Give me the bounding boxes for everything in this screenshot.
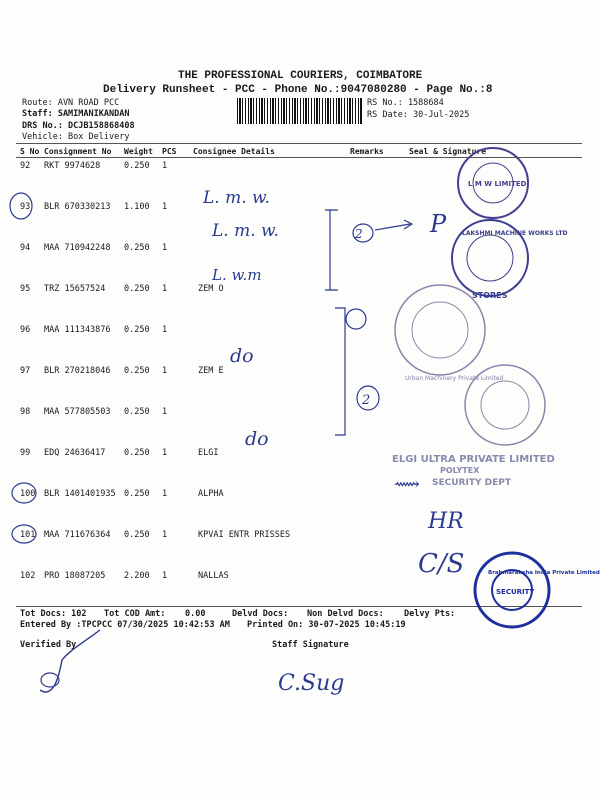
delivery-points: Delvy Pts:: [404, 609, 456, 619]
company-title: THE PROFESSIONAL COURIERS, COIMBATORE: [178, 70, 423, 82]
row-pcs: 1: [162, 407, 168, 417]
rs-number: RS No.: 1588684: [367, 98, 444, 108]
row-consignee: KPVAI ENTR PRISSES: [198, 530, 291, 540]
stamp-lmw-text: L M W LIMITED: [468, 180, 527, 188]
handwritten-text: [202, 188, 464, 696]
col-remarks: Remarks: [350, 147, 384, 156]
hw-lmw-1: L. m. w.: [203, 188, 270, 208]
hw-staff-signature: C.Sug: [278, 671, 345, 696]
total-docs: Tot Docs: 102: [20, 609, 87, 619]
row-consignment: BLR 670330213: [44, 202, 111, 212]
row-pcs: 1: [162, 243, 168, 253]
row-weight: 0.250: [124, 161, 150, 171]
stamp-urban-text: Urban Machinery Private Limited: [405, 375, 504, 382]
row-consignment: MAA 577805503: [44, 407, 111, 417]
row-weight: 2.200: [124, 571, 150, 581]
row-sno: 101: [20, 530, 36, 540]
printed-on: Printed On: 30-07-2025 10:45:19: [247, 620, 406, 630]
arrow-mark: [375, 220, 412, 230]
bracket-mark-2: [335, 308, 345, 435]
row-pcs: 1: [162, 366, 168, 376]
handwriting: [10, 193, 412, 543]
row-consignment: BLR 1401401935: [44, 489, 116, 499]
row-sno: 97: [20, 366, 31, 376]
row-consignment: PRO 18087205: [44, 571, 106, 581]
hw-lmw-3: L. w.m: [212, 266, 262, 284]
row-consignee: ALPHA: [198, 489, 224, 499]
row-sno: 94: [20, 243, 31, 253]
verified-by-label: Verified By: [20, 640, 77, 650]
verified-signature: [40, 630, 100, 692]
row-consignment: MAA 711676364: [44, 530, 111, 540]
vehicle-label: Vehicle: Box Delivery: [22, 132, 130, 142]
staff-signature-label: Staff Signature: [272, 640, 349, 650]
row-consignee: NALLAS: [198, 571, 229, 581]
row-weight: 1.100: [124, 202, 150, 212]
stamp-brahmaraksha-text: Brahmaraksha India Private Limited: [488, 570, 600, 576]
col-pcs: PCS: [162, 147, 177, 156]
row-sno: 96: [20, 325, 31, 335]
circle-mark-101: [12, 525, 36, 543]
stamp-elgi-line2: POLYTEX: [440, 466, 480, 475]
row-weight: 0.250: [124, 448, 150, 458]
row-weight: 0.250: [124, 489, 150, 499]
col-weight: Weight: [124, 147, 153, 156]
row-weight: 0.250: [124, 530, 150, 540]
row-weight: 0.250: [124, 366, 150, 376]
row-consignment: RKT 9974628: [44, 161, 101, 171]
row-weight: 0.250: [124, 284, 150, 294]
hw-hr: HR: [428, 509, 464, 534]
row-sno: 100: [20, 489, 36, 499]
row-weight: 0.250: [124, 407, 150, 417]
hw-signature-mark: ⟿: [394, 474, 420, 495]
hw-p: P: [430, 210, 447, 238]
row-weight: 0.250: [124, 325, 150, 335]
hw-mark-2: 2: [355, 227, 363, 241]
row-sno: 98: [20, 407, 31, 417]
total-cod-value: 0.00: [185, 609, 206, 619]
entered-by: Entered By :TPCPCC 07/30/2025 10:42:53 AM: [20, 620, 230, 630]
hw-cs: C/S: [418, 549, 465, 579]
stamp-inner-ring: [412, 302, 468, 358]
total-cod-label: Tot COD Amt:: [104, 609, 166, 619]
row-pcs: 1: [162, 448, 168, 458]
stamp-lakshmi-text: LAKSHMI MACHINE WORKS LTD: [462, 230, 568, 237]
row-weight: 0.250: [124, 243, 150, 253]
non-delivered-docs: Non Delvd Docs:: [307, 609, 384, 619]
route-label: Route: AVN ROAD PCC: [22, 98, 120, 108]
row-pcs: 1: [162, 325, 168, 335]
drs-number: DRS No.: DCJB158868408: [22, 121, 135, 131]
col-consignee: Consignee Details: [193, 147, 275, 156]
stamp-elgi-line3: SECURITY DEPT: [432, 478, 511, 488]
runsheet-subtitle: Delivery Runsheet - PCC - Phone No.:9047080280 - Page No.:8: [103, 84, 493, 96]
rs-date: RS Date: 30-Jul-2025: [367, 110, 470, 120]
row-pcs: 1: [162, 202, 168, 212]
delivered-docs: Delvd Docs:: [232, 609, 289, 619]
staff-label: Staff: SAMIMANIKANDAN: [22, 109, 130, 119]
row-pcs: 1: [162, 530, 168, 540]
row-consignee: ELGI: [198, 448, 219, 458]
hw-do-1: do: [230, 345, 254, 367]
stamp-ring: [395, 285, 485, 375]
circle-mark-remarks: [346, 309, 366, 329]
col-sno: S No: [20, 147, 40, 156]
stamp-inner-ring: [467, 235, 513, 281]
row-consignee: ZEM E: [198, 366, 224, 376]
col-seal: Seal & Signature: [409, 147, 487, 156]
stamp-security-text: SECURITY: [496, 588, 535, 596]
row-pcs: 1: [162, 571, 168, 581]
circle-mark-93: [10, 193, 32, 219]
stamp-stores-text: STORES: [472, 291, 508, 300]
row-pcs: 1: [162, 489, 168, 499]
stamp-inner-ring-2: [481, 381, 529, 429]
hw-do-2: do: [245, 428, 269, 450]
row-sno: 92: [20, 161, 31, 171]
row-consignment: TRZ 15657524: [44, 284, 106, 294]
row-consignment: BLR 270218046: [44, 366, 111, 376]
row-sno: 102: [20, 571, 36, 581]
stamp-urban: [395, 285, 545, 445]
row-consignment: MAA 111343876: [44, 325, 111, 335]
row-sno: 95: [20, 284, 31, 294]
row-consignment: EDQ 24636417: [44, 448, 106, 458]
circle-mark-100: [12, 483, 36, 503]
stamp-elgi-line1: ELGI ULTRA PRIVATE LIMITED: [392, 454, 555, 465]
hw-mark-2b: 2: [362, 393, 371, 408]
row-pcs: 1: [162, 161, 168, 171]
row-consignee: ZEM O: [198, 284, 224, 294]
row-pcs: 1: [162, 284, 168, 294]
bracket-mark: [325, 210, 338, 290]
row-sno: 93: [20, 202, 31, 212]
row-sno: 99: [20, 448, 31, 458]
col-consignment: Consignment No: [44, 147, 112, 156]
hw-lmw-2: L. m. w.: [212, 221, 279, 241]
row-consignment: MAA 710942248: [44, 243, 111, 253]
